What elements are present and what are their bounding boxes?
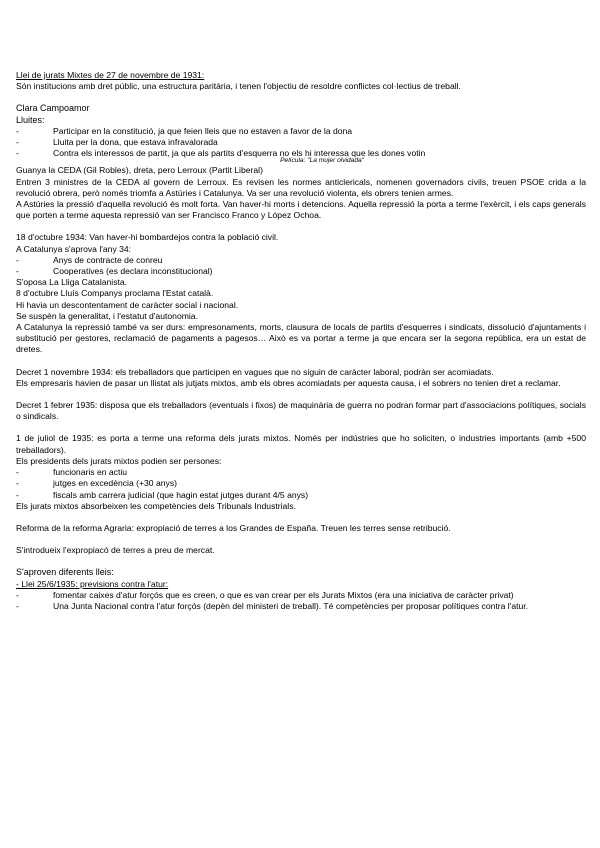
paragraph: Els empresaris havien de pasar un llistat als jutjats mixtos, amb els obres acomiadats per aquesta causa, i el sobrers no tenien dret a reclamar. <box>16 377 561 388</box>
list-item: - Participar en la constitució, ja que feien lleis que no estaven a favor de la dona <box>16 125 353 136</box>
paragraph: Guanya la CEDA (Gil Robles), dreta, pero Lerroux (Partit Liberal) <box>16 165 263 176</box>
paragraph: Decret 1 novembre 1934: els treballadors que participen en vagues que no siguin de caràcter laboral, podràn ser acomiadats. <box>16 366 494 377</box>
paragraph: Els presidents dels jurats mixtos podien ser persones: <box>16 455 222 466</box>
list-item: - funcionaris en actiu <box>16 467 128 478</box>
paragraph: 1 de juliol de 1935: es porta a terme una reforma dels jurats mixtos. Només per indústries que ho soliciten, o industries importants (amb +500 treballadors). <box>16 433 586 455</box>
paragraph: 8 d'octubre Lluís Companys proclama l'Estat català. <box>16 288 214 299</box>
paragraph: A Catalunya s'aprova l'any 34: <box>16 243 132 254</box>
paragraph: Els jurats mixtos absorbeixen les competències dels Tribunals Industrials. <box>16 500 296 511</box>
list-item: - jutges en excedència (+30 anys) <box>16 478 177 489</box>
document-page <box>16 70 586 612</box>
paragraph: Se suspèn la generalitat, i l'estatut d'autonomia. <box>16 310 198 321</box>
list-item: - fomentar caixes d'atur forçós que es creen, o que es van crear per els Jurats Mixtos (era una iniciativa de caràcter privat) <box>16 589 514 600</box>
paragraph: A Catalunya la repressió també va ser durs: empresonaments, morts, clausura de locals de partits d'esquerres i sindicats, dissolució d'ajuntaments i substitució per gestores, reclamació de pagaments a pagesos… Això es va portar a terme ja que encara ser la segona república, era un estat de dretes. <box>16 322 586 355</box>
paragraph: S'oposa La Lliga Catalanista. <box>16 277 128 288</box>
paragraph: 18 d'octubre 1934: Van haver-hi bombardejos contra la població civil. <box>16 232 279 243</box>
paragraph: Entren 3 ministres de la CEDA al govern de Lerroux. Es revisen les normes anticlericals, nomenen governadors civils, treuen PSOE crida a la revolució obrera, però només triomfa a Astúries i Catalunya. Va ser una revolució violenta, els obrers tenien armes. <box>16 176 586 198</box>
paragraph: Decret 1 febrer 1935: disposa que els treballadors (eventuals i fixos) de maquinària de guerra no podran formar part d'associacions polítiques, socials o sindicals. <box>16 400 586 422</box>
person-heading: Clara Campoamor <box>16 103 90 114</box>
law-heading: - Llei 25/6/1935: previsions contra l'atur: <box>16 578 169 589</box>
list-item: - Anys de contracte de conreu <box>16 254 163 265</box>
paragraph: Són institucions amb dret públic, una estructura paritària, i tenen l'objectiu de resoldre conflictes col·lectius de treball. <box>16 81 461 92</box>
paragraph: Reforma de la reforma Agraria: expropiació de terres a los Grandes de España. Treuen les terres sense retribució. <box>16 522 451 533</box>
list-heading: Lluites: <box>16 114 45 125</box>
list-item: - Contra els interessos de partit, ja que als partits d'esquerra no els hi interessa que les dones votin <box>16 148 426 159</box>
paragraph: Hi havia un descontentament de caràcter social i nacional. <box>16 299 239 310</box>
list-item: - Una Junta Nacional contra l'atur forçós (depèn del ministeri de treball). Té competències per proposar polítiques contra l'atur. <box>16 600 529 611</box>
paragraph: S'introdueix l'expropiacó de terres a preu de mercat. <box>16 545 215 556</box>
section-title-jurats-mixtes: Llei de jurats Mixtes de 27 de novembre de 1931: <box>16 70 205 80</box>
list-item: - Lluita per la dona, que estava infravalorada <box>16 137 218 148</box>
paragraph: A Astúries la pressió d'aquella revolució és molt forta. Van haver-hi morts i detencions. Aquella repressió la porta a terme l'exèrcit, i els caps generals que porten a terme aquesta repressió van ser Francisco Franco y López Ochoa. <box>16 199 586 221</box>
list-item: - fiscals amb carrera judicial (que hagin estat jutges durant 4/5 anys) <box>16 489 309 500</box>
film-caption: Película: "La mujer olvidada" <box>280 157 364 165</box>
list-item: - Cooperatives (es declara inconstitucional) <box>16 266 213 277</box>
paragraph: S'aproven diferents lleis: <box>16 567 114 578</box>
